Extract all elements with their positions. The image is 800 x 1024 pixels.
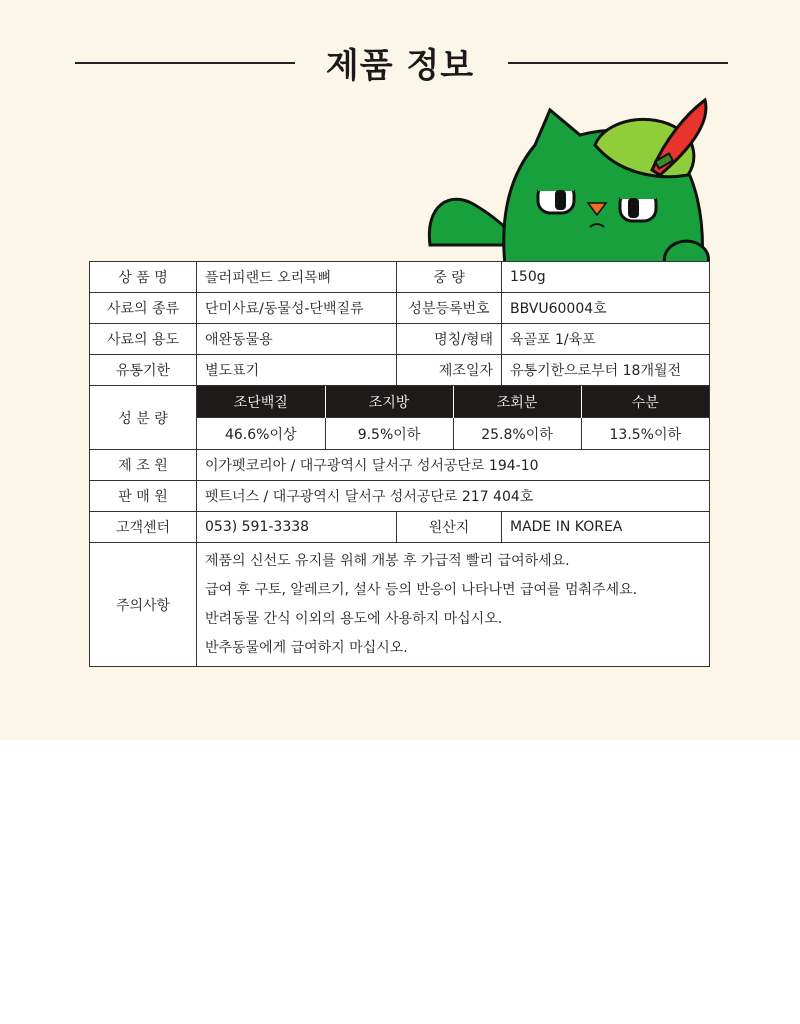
caution-item: 반추동물에게 급여하지 마십시오. (205, 639, 408, 656)
form-value: 육골포 1/육포 (502, 324, 710, 355)
nutrition-table (197, 386, 709, 449)
seller-label: 판 매 원 (90, 481, 197, 512)
nutrition-header-protein: 조단백질 (197, 386, 325, 418)
customer-service-value: 053) 591-3338 (197, 512, 397, 543)
nutrition-header-ash: 조회분 (453, 386, 581, 418)
nutrition-value-moisture: 13.5%이하 (581, 418, 709, 450)
weight-label: 중 량 (397, 262, 502, 293)
form-label: 명칭/형태 (397, 324, 502, 355)
manufacturer-value: 이가펫코리아 / 대구광역시 달서구 성서공단로 194-10 (197, 450, 710, 481)
manufacture-date-value: 유통기한으로부터 18개월전 (502, 355, 710, 386)
product-info-table (89, 261, 710, 667)
feed-type-label: 사료의 종류 (90, 293, 197, 324)
expiry-label: 유통기한 (90, 355, 197, 386)
origin-value: MADE IN KOREA (502, 512, 710, 543)
origin-label: 원산지 (397, 512, 502, 543)
nutrition-value-fat: 9.5%이하 (325, 418, 453, 450)
mascot-cat-illustration (420, 95, 720, 275)
customer-service-label: 고객센터 (90, 512, 197, 543)
title-divider-left (75, 62, 295, 64)
feed-type-value: 단미사료/동물성-단백질류 (197, 293, 397, 324)
registration-label: 성분등록번호 (397, 293, 502, 324)
title-divider-right (508, 62, 728, 64)
caution-item: 제품의 신선도 유지를 위해 개봉 후 가급적 빨리 급여하세요. (205, 552, 570, 569)
feed-use-value: 애완동물용 (197, 324, 397, 355)
product-name-value: 플러피랜드 오리목뼈 (197, 262, 397, 293)
nutrition-cell (197, 386, 710, 450)
caution-item: 반려동물 간식 이외의 용도에 사용하지 마십시오. (205, 610, 503, 627)
manufacturer-label: 제 조 원 (90, 450, 197, 481)
nutrition-header-fat: 조지방 (325, 386, 453, 418)
registration-value: BBVU60004호 (502, 293, 710, 324)
caution-item: 급여 후 구토, 알레르기, 설사 등의 반응이 나타나면 급여를 멈춰주세요. (205, 581, 638, 598)
nutrition-value-ash: 25.8%이하 (453, 418, 581, 450)
nutrition-label: 성 분 량 (90, 386, 197, 450)
expiry-value: 별도표기 (197, 355, 397, 386)
manufacture-date-label: 제조일자 (397, 355, 502, 386)
weight-value: 150g (502, 262, 710, 293)
title-row (0, 38, 800, 88)
caution-notes (197, 543, 710, 667)
product-name-label: 상 품 명 (90, 262, 197, 293)
feed-use-label: 사료의 용도 (90, 324, 197, 355)
caution-label: 주의사항 (90, 543, 197, 667)
nutrition-value-protein: 46.6%이상 (197, 418, 325, 450)
page-title: 제품 정보 (325, 46, 475, 86)
nutrition-header-moisture: 수분 (581, 386, 709, 418)
seller-value: 펫트너스 / 대구광역시 달서구 성서공단로 217 404호 (197, 481, 710, 512)
